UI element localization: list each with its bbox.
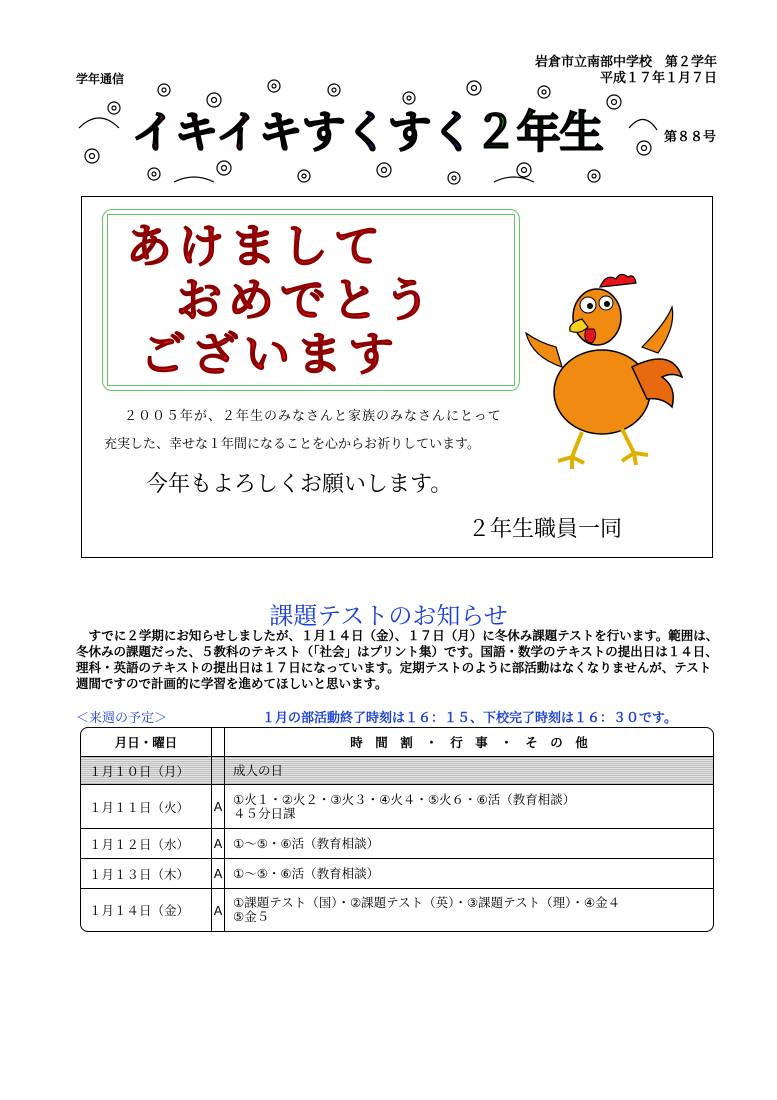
row-events — [225, 829, 713, 859]
row-events — [225, 889, 713, 931]
schedule-label: ＜来週の予定＞ — [76, 711, 168, 726]
row-date: １月１１日（火） — [81, 785, 212, 829]
table-row — [81, 829, 713, 859]
masthead-banner — [74, 78, 660, 188]
new-year-frame — [102, 209, 520, 391]
issue-number: 第８８号 — [664, 130, 717, 145]
table-row — [81, 889, 713, 931]
row-events — [225, 785, 713, 829]
table-row — [81, 785, 713, 829]
table-row — [81, 859, 713, 889]
greeting-box — [81, 196, 713, 558]
event-line: ４５分日課 — [233, 805, 296, 821]
notice-body: すでに２学期にお知らせしましたが、１月１４日（金）、１７日（月）に冬休み課題テストを行います。範囲は、冬休みの課題だった、５教科のテキスト（「社会」はプリント集）です。国語・数学のテキストの提出日は１４日、理科・英語のテキストの提出日は１７日になっています。定期テストのように部活動はなくなりませんが、テスト週間ですので計画的に学習を進めてほしいと思います。 — [76, 628, 719, 691]
row-date: １月１４日（金） — [81, 889, 212, 931]
event-line: ①火１・②火２・③火３・④火４・⑤火６・⑥活（教育相談） — [233, 791, 576, 807]
rooster-icon — [522, 267, 692, 477]
row-period — [212, 757, 225, 785]
masthead-part-2: すくすく — [301, 107, 474, 158]
row-period: A — [212, 889, 225, 931]
column-header-date: 月日・曜日 — [81, 728, 212, 757]
table-row — [81, 757, 713, 785]
row-date: １月１３日（木） — [81, 859, 212, 889]
masthead-part-3: ２年生 — [473, 107, 603, 158]
new-year-greeting — [107, 214, 515, 386]
school-name: 岩倉市立南部中学校 第２学年 — [534, 55, 717, 70]
greeting-message-1: ２００５年が、２年生のみなさんと家族のみなさんにとって — [124, 409, 502, 424]
schedule-table — [80, 727, 714, 932]
row-period: A — [212, 859, 225, 889]
new-year-line: ございます — [140, 327, 400, 381]
row-date: １月１０日（月） — [81, 757, 212, 785]
column-header-events: 時 間 割 ・ 行 事 ・ そ の 他 — [225, 728, 713, 757]
event-line: ①～⑤・⑥活（教育相談） — [233, 835, 380, 851]
schedule-note: １月の部活動終了時刻は１６：１５、下校完了時刻は１６：３０です。 — [262, 711, 677, 726]
greeting-signature: ２年生職員一同 — [468, 517, 623, 542]
event-line: ⑤金５ — [233, 909, 270, 924]
masthead-part-1: イキイキ — [131, 107, 302, 158]
issue-date: 平成１７年１月７日 — [599, 71, 717, 86]
event-line: ①課題テスト（国）・②課題テスト（英）・③課題テスト（理）・④金４ — [233, 895, 621, 910]
new-year-line: おめでとう — [176, 273, 436, 327]
section-title: 課題テストのお知らせ — [269, 602, 508, 630]
row-date: １月１２日（水） — [81, 829, 212, 859]
event-line: 成人の日 — [233, 762, 284, 778]
row-events — [225, 859, 713, 889]
row-events — [225, 757, 713, 785]
greeting-closing: 今年もよろしくお願いします。 — [146, 472, 453, 497]
event-line: ①～⑤・⑥活（教育相談） — [233, 865, 380, 881]
column-header-period — [212, 728, 225, 757]
row-period: A — [212, 785, 225, 829]
greeting-message-2: 充実した、幸せな１年間になることを心からお祈りしています。 — [104, 437, 480, 452]
row-period: A — [212, 829, 225, 859]
new-year-line: あけまして — [126, 219, 386, 273]
masthead-title — [74, 96, 660, 160]
table-header-row — [81, 728, 713, 757]
newsletter-kicker: 学年通信 — [76, 72, 125, 86]
